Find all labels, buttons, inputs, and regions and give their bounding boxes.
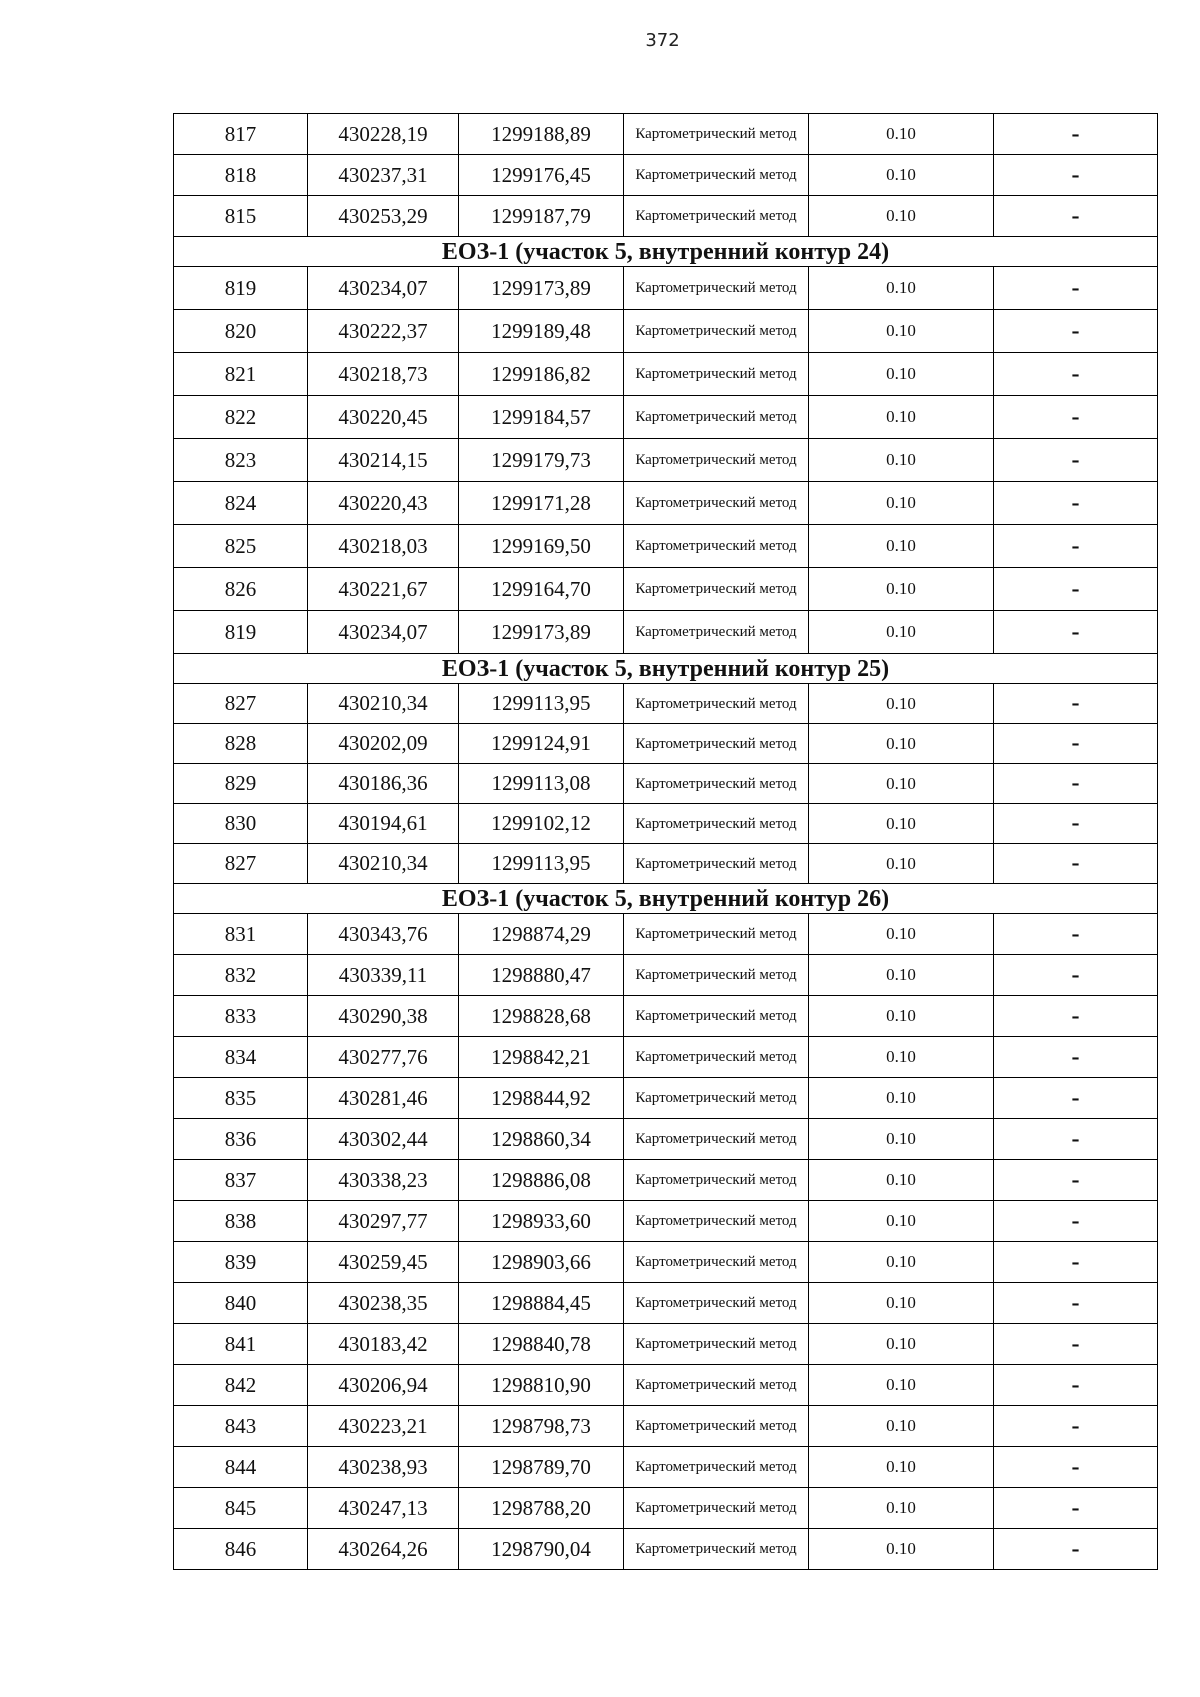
method-cell: Картометрический метод [624, 955, 809, 996]
table-row [174, 996, 1158, 1037]
y-coordinate-cell: 1299187,79 [459, 196, 624, 237]
y-coordinate-cell: 1298844,92 [459, 1078, 624, 1119]
table-row [174, 396, 1158, 439]
note-cell: - [994, 914, 1158, 955]
note-cell: - [994, 568, 1158, 611]
accuracy-cell: 0.10 [809, 353, 994, 396]
y-coordinate-cell: 1298790,04 [459, 1529, 624, 1570]
table-row [174, 155, 1158, 196]
note-cell: - [994, 267, 1158, 310]
accuracy-cell: 0.10 [809, 155, 994, 196]
point-number-cell: 819 [174, 611, 308, 654]
y-coordinate-cell: 1298810,90 [459, 1365, 624, 1406]
table-row [174, 1488, 1158, 1529]
method-cell: Картометрический метод [624, 114, 809, 155]
x-coordinate-cell: 430253,29 [308, 196, 459, 237]
method-cell: Картометрический метод [624, 1447, 809, 1488]
accuracy-cell: 0.10 [809, 1365, 994, 1406]
y-coordinate-cell: 1298884,45 [459, 1283, 624, 1324]
section-header-row [174, 884, 1158, 914]
method-cell: Картометрический метод [624, 996, 809, 1037]
table-row [174, 804, 1158, 844]
x-coordinate-cell: 430238,35 [308, 1283, 459, 1324]
point-number-cell: 815 [174, 196, 308, 237]
accuracy-cell: 0.10 [809, 804, 994, 844]
section-title: ЕОЗ-1 (участок 5, внутренний контур 26) [174, 884, 1158, 914]
x-coordinate-cell: 430277,76 [308, 1037, 459, 1078]
accuracy-cell: 0.10 [809, 196, 994, 237]
x-coordinate-cell: 430338,23 [308, 1160, 459, 1201]
accuracy-cell: 0.10 [809, 1242, 994, 1283]
point-number-cell: 828 [174, 724, 308, 764]
point-number-cell: 838 [174, 1201, 308, 1242]
method-cell: Картометрический метод [624, 439, 809, 482]
note-cell: - [994, 1447, 1158, 1488]
point-number-cell: 818 [174, 155, 308, 196]
y-coordinate-cell: 1298860,34 [459, 1119, 624, 1160]
coordinates-table-body [174, 114, 1158, 1570]
method-cell: Картометрический метод [624, 525, 809, 568]
table-row [174, 568, 1158, 611]
method-cell: Картометрический метод [624, 1078, 809, 1119]
page-number: 372 [645, 30, 680, 51]
accuracy-cell: 0.10 [809, 764, 994, 804]
accuracy-cell: 0.10 [809, 267, 994, 310]
note-cell: - [994, 1365, 1158, 1406]
method-cell: Картометрический метод [624, 1037, 809, 1078]
point-number-cell: 845 [174, 1488, 308, 1529]
x-coordinate-cell: 430238,93 [308, 1447, 459, 1488]
accuracy-cell: 0.10 [809, 568, 994, 611]
method-cell: Картометрический метод [624, 684, 809, 724]
accuracy-cell: 0.10 [809, 844, 994, 884]
point-number-cell: 832 [174, 955, 308, 996]
method-cell: Картометрический метод [624, 396, 809, 439]
note-cell: - [994, 684, 1158, 724]
y-coordinate-cell: 1298842,21 [459, 1037, 624, 1078]
point-number-cell: 846 [174, 1529, 308, 1570]
x-coordinate-cell: 430186,36 [308, 764, 459, 804]
table-row [174, 1406, 1158, 1447]
x-coordinate-cell: 430183,42 [308, 1324, 459, 1365]
note-cell: - [994, 764, 1158, 804]
table-row [174, 310, 1158, 353]
accuracy-cell: 0.10 [809, 1447, 994, 1488]
section-header-row [174, 654, 1158, 684]
point-number-cell: 835 [174, 1078, 308, 1119]
y-coordinate-cell: 1299113,08 [459, 764, 624, 804]
accuracy-cell: 0.10 [809, 1529, 994, 1570]
accuracy-cell: 0.10 [809, 396, 994, 439]
y-coordinate-cell: 1299102,12 [459, 804, 624, 844]
point-number-cell: 844 [174, 1447, 308, 1488]
point-number-cell: 830 [174, 804, 308, 844]
y-coordinate-cell: 1299176,45 [459, 155, 624, 196]
x-coordinate-cell: 430223,21 [308, 1406, 459, 1447]
point-number-cell: 834 [174, 1037, 308, 1078]
accuracy-cell: 0.10 [809, 114, 994, 155]
y-coordinate-cell: 1299164,70 [459, 568, 624, 611]
note-cell: - [994, 482, 1158, 525]
point-number-cell: 825 [174, 525, 308, 568]
note-cell: - [994, 310, 1158, 353]
point-number-cell: 827 [174, 844, 308, 884]
x-coordinate-cell: 430302,44 [308, 1119, 459, 1160]
section-title: ЕОЗ-1 (участок 5, внутренний контур 25) [174, 654, 1158, 684]
note-cell: - [994, 439, 1158, 482]
method-cell: Картометрический метод [624, 482, 809, 525]
table-row [174, 1119, 1158, 1160]
table-row [174, 196, 1158, 237]
table-row [174, 1037, 1158, 1078]
method-cell: Картометрический метод [624, 1119, 809, 1160]
x-coordinate-cell: 430218,73 [308, 353, 459, 396]
method-cell: Картометрический метод [624, 1160, 809, 1201]
note-cell: - [994, 396, 1158, 439]
section-header-row [174, 237, 1158, 267]
method-cell: Картометрический метод [624, 267, 809, 310]
table-row [174, 482, 1158, 525]
note-cell: - [994, 804, 1158, 844]
x-coordinate-cell: 430206,94 [308, 1365, 459, 1406]
note-cell: - [994, 1324, 1158, 1365]
note-cell: - [994, 1119, 1158, 1160]
method-cell: Картометрический метод [624, 155, 809, 196]
method-cell: Картометрический метод [624, 1529, 809, 1570]
point-number-cell: 829 [174, 764, 308, 804]
method-cell: Картометрический метод [624, 914, 809, 955]
note-cell: - [994, 1488, 1158, 1529]
accuracy-cell: 0.10 [809, 439, 994, 482]
y-coordinate-cell: 1299171,28 [459, 482, 624, 525]
note-cell: - [994, 353, 1158, 396]
accuracy-cell: 0.10 [809, 611, 994, 654]
table-row [174, 764, 1158, 804]
point-number-cell: 823 [174, 439, 308, 482]
method-cell: Картометрический метод [624, 1406, 809, 1447]
accuracy-cell: 0.10 [809, 1488, 994, 1529]
y-coordinate-cell: 1299113,95 [459, 684, 624, 724]
table-row [174, 525, 1158, 568]
note-cell: - [994, 955, 1158, 996]
point-number-cell: 817 [174, 114, 308, 155]
table-row [174, 1242, 1158, 1283]
table-row [174, 439, 1158, 482]
note-cell: - [994, 114, 1158, 155]
point-number-cell: 822 [174, 396, 308, 439]
table-row [174, 114, 1158, 155]
method-cell: Картометрический метод [624, 1324, 809, 1365]
y-coordinate-cell: 1299179,73 [459, 439, 624, 482]
table-row [174, 914, 1158, 955]
accuracy-cell: 0.10 [809, 1201, 994, 1242]
accuracy-cell: 0.10 [809, 996, 994, 1037]
point-number-cell: 821 [174, 353, 308, 396]
accuracy-cell: 0.10 [809, 684, 994, 724]
method-cell: Картометрический метод [624, 568, 809, 611]
x-coordinate-cell: 430234,07 [308, 611, 459, 654]
x-coordinate-cell: 430297,77 [308, 1201, 459, 1242]
y-coordinate-cell: 1299186,82 [459, 353, 624, 396]
point-number-cell: 841 [174, 1324, 308, 1365]
y-coordinate-cell: 1298828,68 [459, 996, 624, 1037]
method-cell: Картометрический метод [624, 804, 809, 844]
y-coordinate-cell: 1299173,89 [459, 267, 624, 310]
note-cell: - [994, 1406, 1158, 1447]
table-row [174, 844, 1158, 884]
accuracy-cell: 0.10 [809, 1406, 994, 1447]
x-coordinate-cell: 430259,45 [308, 1242, 459, 1283]
x-coordinate-cell: 430210,34 [308, 684, 459, 724]
note-cell: - [994, 525, 1158, 568]
y-coordinate-cell: 1298840,78 [459, 1324, 624, 1365]
y-coordinate-cell: 1299184,57 [459, 396, 624, 439]
accuracy-cell: 0.10 [809, 1078, 994, 1119]
y-coordinate-cell: 1298789,70 [459, 1447, 624, 1488]
x-coordinate-cell: 430290,38 [308, 996, 459, 1037]
y-coordinate-cell: 1299188,89 [459, 114, 624, 155]
table-row [174, 611, 1158, 654]
x-coordinate-cell: 430234,07 [308, 267, 459, 310]
x-coordinate-cell: 430221,67 [308, 568, 459, 611]
accuracy-cell: 0.10 [809, 955, 994, 996]
table-row [174, 1160, 1158, 1201]
y-coordinate-cell: 1298788,20 [459, 1488, 624, 1529]
x-coordinate-cell: 430228,19 [308, 114, 459, 155]
y-coordinate-cell: 1299173,89 [459, 611, 624, 654]
y-coordinate-cell: 1298886,08 [459, 1160, 624, 1201]
x-coordinate-cell: 430214,15 [308, 439, 459, 482]
point-number-cell: 842 [174, 1365, 308, 1406]
note-cell: - [994, 996, 1158, 1037]
table-row [174, 1201, 1158, 1242]
accuracy-cell: 0.10 [809, 1324, 994, 1365]
table-row [174, 1324, 1158, 1365]
method-cell: Картометрический метод [624, 764, 809, 804]
x-coordinate-cell: 430237,31 [308, 155, 459, 196]
table-row [174, 684, 1158, 724]
table-row [174, 1078, 1158, 1119]
method-cell: Картометрический метод [624, 1488, 809, 1529]
accuracy-cell: 0.10 [809, 525, 994, 568]
method-cell: Картометрический метод [624, 1365, 809, 1406]
table-row [174, 353, 1158, 396]
y-coordinate-cell: 1298933,60 [459, 1201, 624, 1242]
point-number-cell: 820 [174, 310, 308, 353]
note-cell: - [994, 611, 1158, 654]
x-coordinate-cell: 430220,43 [308, 482, 459, 525]
accuracy-cell: 0.10 [809, 724, 994, 764]
section-title: ЕОЗ-1 (участок 5, внутренний контур 24) [174, 237, 1158, 267]
note-cell: - [994, 1283, 1158, 1324]
accuracy-cell: 0.10 [809, 482, 994, 525]
point-number-cell: 824 [174, 482, 308, 525]
table-row [174, 1447, 1158, 1488]
point-number-cell: 826 [174, 568, 308, 611]
y-coordinate-cell: 1298874,29 [459, 914, 624, 955]
note-cell: - [994, 1201, 1158, 1242]
x-coordinate-cell: 430264,26 [308, 1529, 459, 1570]
note-cell: - [994, 1037, 1158, 1078]
method-cell: Картометрический метод [624, 1283, 809, 1324]
table-row [174, 724, 1158, 764]
y-coordinate-cell: 1299189,48 [459, 310, 624, 353]
coordinates-table [173, 113, 1158, 1570]
note-cell: - [994, 724, 1158, 764]
note-cell: - [994, 196, 1158, 237]
note-cell: - [994, 155, 1158, 196]
method-cell: Картометрический метод [624, 353, 809, 396]
accuracy-cell: 0.10 [809, 1119, 994, 1160]
point-number-cell: 840 [174, 1283, 308, 1324]
note-cell: - [994, 1160, 1158, 1201]
point-number-cell: 839 [174, 1242, 308, 1283]
point-number-cell: 843 [174, 1406, 308, 1447]
point-number-cell: 819 [174, 267, 308, 310]
x-coordinate-cell: 430343,76 [308, 914, 459, 955]
accuracy-cell: 0.10 [809, 1160, 994, 1201]
method-cell: Картометрический метод [624, 1201, 809, 1242]
y-coordinate-cell: 1299113,95 [459, 844, 624, 884]
note-cell: - [994, 1242, 1158, 1283]
x-coordinate-cell: 430339,11 [308, 955, 459, 996]
x-coordinate-cell: 430194,61 [308, 804, 459, 844]
note-cell: - [994, 1078, 1158, 1119]
table-row [174, 1365, 1158, 1406]
y-coordinate-cell: 1298798,73 [459, 1406, 624, 1447]
accuracy-cell: 0.10 [809, 1037, 994, 1078]
method-cell: Картометрический метод [624, 1242, 809, 1283]
point-number-cell: 833 [174, 996, 308, 1037]
x-coordinate-cell: 430202,09 [308, 724, 459, 764]
y-coordinate-cell: 1299169,50 [459, 525, 624, 568]
y-coordinate-cell: 1299124,91 [459, 724, 624, 764]
accuracy-cell: 0.10 [809, 310, 994, 353]
x-coordinate-cell: 430220,45 [308, 396, 459, 439]
method-cell: Картометрический метод [624, 611, 809, 654]
x-coordinate-cell: 430222,37 [308, 310, 459, 353]
x-coordinate-cell: 430247,13 [308, 1488, 459, 1529]
point-number-cell: 836 [174, 1119, 308, 1160]
table-row [174, 1283, 1158, 1324]
method-cell: Картометрический метод [624, 310, 809, 353]
table-row [174, 1529, 1158, 1570]
point-number-cell: 827 [174, 684, 308, 724]
note-cell: - [994, 1529, 1158, 1570]
x-coordinate-cell: 430210,34 [308, 844, 459, 884]
y-coordinate-cell: 1298880,47 [459, 955, 624, 996]
method-cell: Картометрический метод [624, 196, 809, 237]
x-coordinate-cell: 430281,46 [308, 1078, 459, 1119]
point-number-cell: 831 [174, 914, 308, 955]
x-coordinate-cell: 430218,03 [308, 525, 459, 568]
method-cell: Картометрический метод [624, 724, 809, 764]
note-cell: - [994, 844, 1158, 884]
point-number-cell: 837 [174, 1160, 308, 1201]
table-row [174, 267, 1158, 310]
table-row [174, 955, 1158, 996]
y-coordinate-cell: 1298903,66 [459, 1242, 624, 1283]
accuracy-cell: 0.10 [809, 1283, 994, 1324]
accuracy-cell: 0.10 [809, 914, 994, 955]
method-cell: Картометрический метод [624, 844, 809, 884]
